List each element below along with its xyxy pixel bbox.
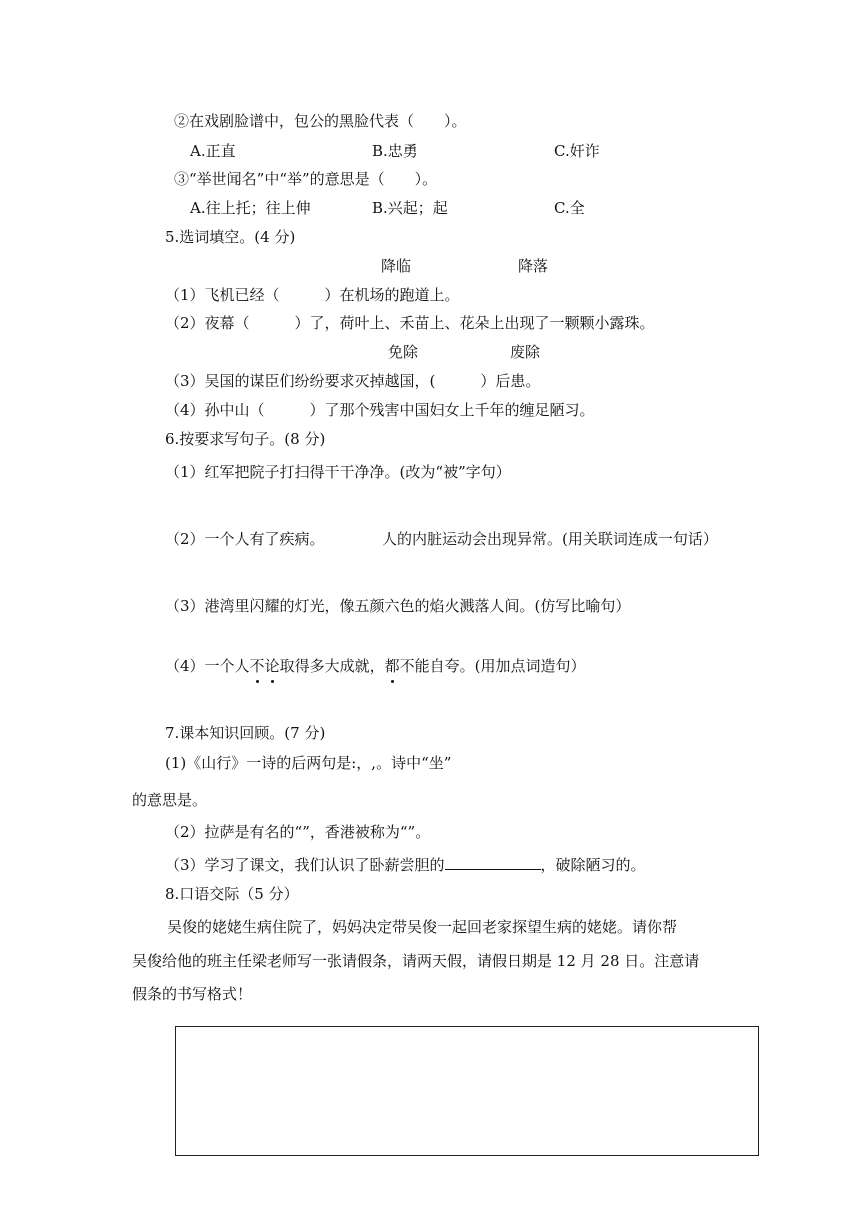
q6-sentence-2a: （2）一个人有了疾病。: [165, 530, 325, 548]
q4-item2-option-b: B.忠勇: [372, 142, 418, 160]
q6-sentence-3: （3）港湾里闪耀的灯光，像五颜六色的焰火溅落人间。(仿写比喻句）: [165, 597, 631, 615]
q4-item3: ③“举世闻名”中“举”的意思是（ ）。: [174, 170, 438, 188]
q5-word-option: 降落: [518, 257, 549, 275]
dotted-word: 不: [249, 657, 265, 675]
q7-sentence-3: [165, 855, 646, 875]
q7-s3-text: （3）学习了课文，我们认识了卧薪尝胆的: [165, 856, 445, 874]
answer-blank[interactable]: [445, 855, 541, 870]
q4-item2-option-c: C.奸诈: [554, 142, 600, 160]
q5-title: 5.选词填空。(4 分): [165, 228, 296, 246]
q7-sentence-1: (1)《山行》一诗的后两句是:，,。诗中“坐”: [165, 754, 452, 772]
q7-s3-text: ，破除陋习的。: [540, 856, 646, 874]
q4-item2: ②在戏剧脸谱中，包公的黑脸代表（ ）。: [174, 112, 467, 130]
q8-paragraph-line-3: 假条的书写格式！: [132, 985, 253, 1003]
q5-word-option: 废除: [510, 343, 541, 361]
q6-title: 6.按要求写句子。(8 分): [165, 430, 326, 448]
q6-s4-text: 取得多大成就，: [279, 657, 385, 675]
q7-sentence-1b: 的意思是。: [132, 791, 208, 809]
q4-item3-option-c: C.全: [554, 199, 585, 217]
q4-item3-option-b: B.兴起；起: [372, 199, 448, 217]
q7-title: 7.课本知识回顾。(7 分): [165, 724, 326, 742]
dotted-word: 论: [264, 657, 280, 675]
q6-s4-text: 不能自夸。(用加点词造句）: [399, 657, 586, 675]
q6-s4-text: （4）一个人: [165, 657, 250, 675]
q6-sentence-4: [165, 656, 585, 676]
q5-sentence-3: （3）吴国的谋臣们纷纷要求灭掉越国，( ）后患。: [165, 372, 541, 390]
q7-sentence-2: （2）拉萨是有名的“”，香港被称为“”。: [165, 823, 431, 841]
dotted-word: 都: [384, 657, 400, 675]
answer-box[interactable]: [175, 1026, 759, 1156]
q6-sentence-2b: 人的内脏运动会出现异常。(用关联词连成一句话）: [382, 530, 718, 548]
q5-sentence-4: （4）孙中山（ ）了那个残害中国妇女上千年的缠足陋习。: [165, 401, 595, 419]
q5-word-option: 降临: [381, 257, 412, 275]
q8-title: 8.口语交际（5 分）: [165, 885, 299, 903]
q5-sentence-1: （1）飞机已经（ ）在机场的跑道上。: [165, 286, 460, 304]
q8-paragraph-line-1: 吴俊的姥姥生病住院了，妈妈决定带吴俊一起回老家探望生病的姥姥。请你帮: [167, 918, 678, 936]
q5-word-option: 免除: [388, 343, 419, 361]
q8-paragraph-line-2: 吴俊给他的班主任梁老师写一张请假条，请两天假，请假日期是 12 月 28 日。注意请: [132, 952, 700, 970]
q5-sentence-2: （2）夜幕（ ）了，荷叶上、禾苗上、花朵上出现了一颗颗小露珠。: [165, 314, 655, 332]
q6-sentence-1: （1）红军把院子打扫得干干净净。(改为“被”字句）: [165, 463, 511, 481]
q4-item2-option-a: A.正直: [190, 142, 236, 160]
q4-item3-option-a: A.往上托；往上伸: [190, 199, 311, 217]
